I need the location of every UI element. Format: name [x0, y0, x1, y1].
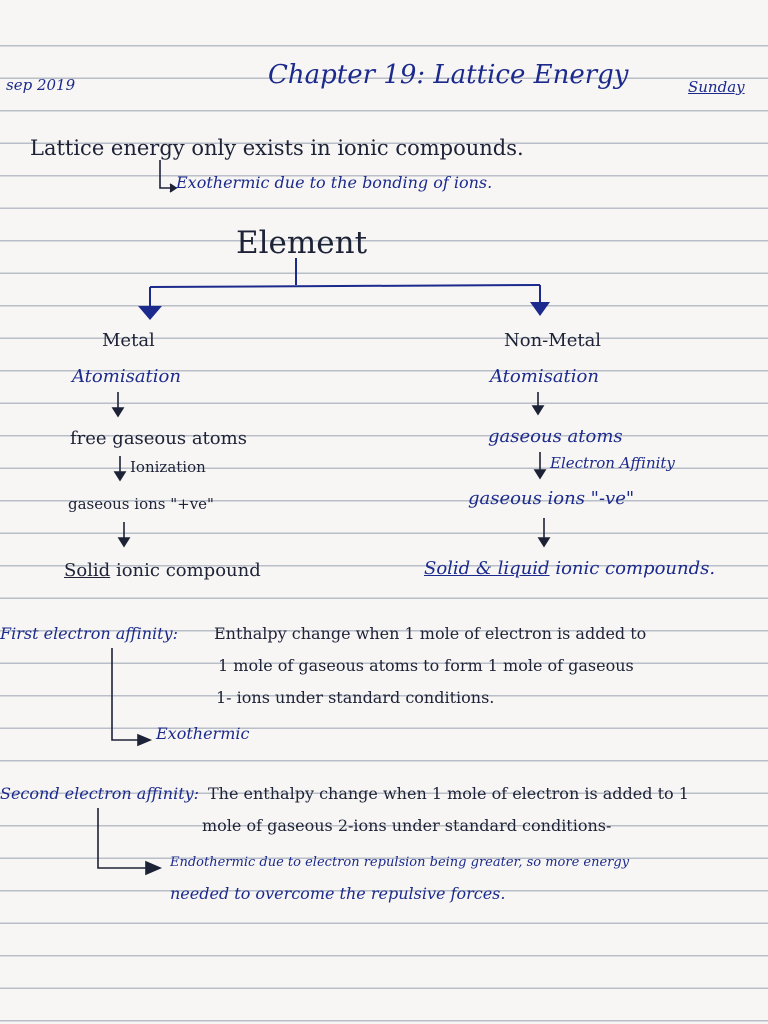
nonmetal-solid-word: Solid & liquid — [424, 558, 550, 579]
header-date: sep 2019 — [6, 76, 76, 94]
first-affinity-note: Exothermic — [156, 724, 250, 743]
metal-arrow-ionization: Ionization — [130, 458, 206, 476]
metal-result-rest: ionic compound — [115, 560, 261, 581]
intro-subline: Exothermic due to the bonding of ions. — [176, 173, 493, 192]
nonmetal-arrows — [533, 392, 549, 546]
first-affinity-term: First electron affinity: — [0, 624, 178, 643]
second-affinity-note-line2: needed to overcome the repulsive forces. — [170, 884, 506, 903]
metal-arrows — [113, 392, 129, 546]
metal-step-ions: gaseous ions "+ve" — [68, 495, 214, 513]
nonmetal-branch-arrowhead — [530, 302, 550, 316]
first-affinity-line2: 1 mole of gaseous atoms to form 1 mole of gaseous — [218, 656, 634, 675]
element-tree-lines — [150, 258, 540, 308]
first-affinity-bracket — [112, 648, 150, 745]
second-affinity-bracket — [98, 808, 160, 874]
nonmetal-step-ions: gaseous ions "-ve" — [468, 488, 635, 509]
metal-step-free-atoms: free gaseous atoms — [70, 428, 247, 449]
nonmetal-result-rest: ionic compounds. — [555, 558, 716, 579]
intro-line: Lattice energy only exists in ionic compounds. — [30, 136, 524, 160]
diagram-root: Element — [236, 225, 368, 261]
metal-branch-arrowhead — [138, 306, 162, 320]
nonmetal-title: Non-Metal — [504, 330, 602, 351]
nonmetal-step-atomisation: Atomisation — [490, 366, 599, 387]
metal-step-atomisation: Atomisation — [72, 366, 181, 387]
second-affinity-line1: The enthalpy change when 1 mole of electron is added to 1 — [208, 784, 689, 803]
second-affinity-term: Second electron affinity: — [0, 784, 200, 803]
first-affinity-line3: 1- ions under standard conditions. — [216, 688, 495, 707]
metal-result — [64, 562, 261, 580]
intro-arrow — [160, 160, 176, 192]
second-affinity-line2: mole of gaseous 2-ions under standard conditions- — [202, 816, 612, 835]
page-title: Chapter 19: Lattice Energy — [268, 60, 629, 90]
nonmetal-step-atoms: gaseous atoms — [488, 426, 623, 447]
header-day: Sunday — [688, 78, 745, 96]
nonmetal-arrow-affinity: Electron Affinity — [550, 454, 675, 472]
metal-solid-word: Solid — [64, 560, 111, 581]
metal-title: Metal — [102, 330, 155, 351]
first-affinity-line1: Enthalpy change when 1 mole of electron is added to — [214, 624, 647, 643]
nonmetal-result — [424, 560, 715, 578]
second-affinity-note-line1: Endothermic due to electron repulsion being greater, so more energy — [170, 855, 630, 870]
